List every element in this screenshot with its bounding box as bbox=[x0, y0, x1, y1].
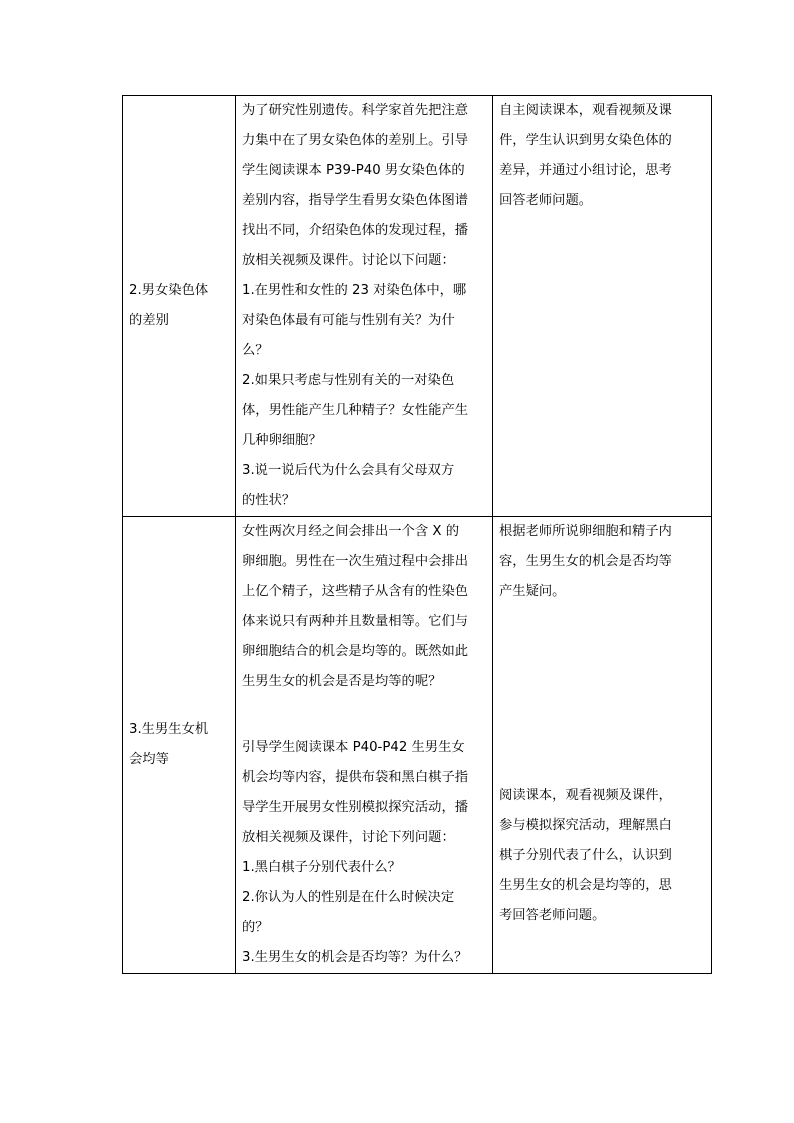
text-line: 1.黑白棋子分别代表什么？ bbox=[242, 860, 401, 875]
paragraph-gap bbox=[499, 607, 705, 665]
text-line: 根据老师所说卵细胞和精子内 bbox=[499, 524, 672, 539]
text-line: 体，男性能产生几种精子？女性能产生 bbox=[242, 403, 469, 418]
text-line: 导学生开展男女性别模拟探究活动，播 bbox=[242, 800, 469, 815]
text-line: 找出不同，介绍染色体的发现过程，播 bbox=[242, 223, 469, 238]
paragraph-gap bbox=[242, 697, 486, 733]
teacher-activity-cell bbox=[236, 96, 493, 517]
text-line: 卵细胞结合的机会是均等的。既然如此 bbox=[242, 644, 469, 659]
text-line: 3.说一说后代为什么会具有父母双方 bbox=[242, 463, 455, 478]
text-line: 几种卵细胞？ bbox=[242, 433, 322, 448]
text-line: 的性状？ bbox=[242, 493, 296, 508]
text-line: 生男生女的机会是均等的，思 bbox=[499, 878, 672, 893]
text-line: 自主阅读课本，观看视频及课 bbox=[499, 103, 672, 118]
topic-line: 的差别 bbox=[129, 313, 169, 328]
text-line: 考回答老师问题。 bbox=[499, 908, 606, 923]
topic-line: 3.生男生女机 bbox=[129, 722, 209, 737]
table-row bbox=[123, 517, 712, 974]
teacher-activity-cell bbox=[236, 517, 493, 974]
text-line: 2.你认为人的性别是在什么时候决定 bbox=[242, 890, 455, 905]
text-line: 卵细胞。男性在一次生殖过程中会排出 bbox=[242, 554, 469, 569]
topic-line: 2.男女染色体 bbox=[129, 283, 209, 298]
paragraph-gap bbox=[499, 723, 705, 781]
text-line: 生男生女的机会是否是均等的呢？ bbox=[242, 674, 442, 689]
topic-cell bbox=[123, 96, 236, 517]
topic-cell bbox=[123, 517, 236, 974]
text-line: 参与模拟探究活动，理解黑白 bbox=[499, 818, 672, 833]
text-line: 机会均等内容，提供布袋和黑白棋子指 bbox=[242, 770, 469, 785]
text-line: 产生疑问。 bbox=[499, 584, 566, 599]
text-line: 体来说只有两种并且数量相等。它们与 bbox=[242, 614, 469, 629]
text-line: 放相关视频及课件，讨论下列问题： bbox=[242, 830, 455, 845]
topic-line: 会均等 bbox=[129, 752, 169, 767]
text-line: 么？ bbox=[242, 343, 269, 358]
text-line: 学生阅读课本 P39-P40 男女染色体的 bbox=[242, 163, 465, 178]
text-line: 差别内容，指导学生看男女染色体图谱 bbox=[242, 193, 469, 208]
text-line: 阅读课本，观看视频及课件， bbox=[499, 788, 672, 803]
text-line: 差异，并通过小组讨论，思考 bbox=[499, 163, 672, 178]
student-activity-cell bbox=[493, 517, 712, 974]
text-line: 容，生男生女的机会是否均等 bbox=[499, 554, 672, 569]
text-line: 为了研究性别遗传。科学家首先把注意 bbox=[242, 103, 469, 118]
text-line: 棋子分别代表了什么，认识到 bbox=[499, 848, 672, 863]
text-line: 放相关视频及课件。讨论以下问题： bbox=[242, 253, 455, 268]
paragraph-gap bbox=[499, 665, 705, 723]
text-line: 力集中在了男女染色体的差别上。引导 bbox=[242, 133, 469, 148]
text-line: 回答老师问题。 bbox=[499, 193, 593, 208]
text-line: 对染色体最有可能与性别有关？为什 bbox=[242, 313, 455, 328]
text-line: 3.生男生女的机会是否均等？为什么？ bbox=[242, 950, 468, 965]
text-line: 1.在男性和女性的 23 对染色体中，哪 bbox=[242, 283, 467, 298]
text-line: 的？ bbox=[242, 920, 269, 935]
lesson-plan-table bbox=[122, 95, 712, 974]
student-activity-cell bbox=[493, 96, 712, 517]
text-line: 件，学生认识到男女染色体的 bbox=[499, 133, 672, 148]
text-line: 上亿个精子，这些精子从含有的性染色 bbox=[242, 584, 469, 599]
text-line: 引导学生阅读课本 P40-P42 生男生女 bbox=[242, 740, 465, 755]
text-line: 女性两次月经之间会排出一个含 X 的 bbox=[242, 524, 460, 539]
table-row bbox=[123, 96, 712, 517]
text-line: 2.如果只考虑与性别有关的一对染色 bbox=[242, 373, 455, 388]
